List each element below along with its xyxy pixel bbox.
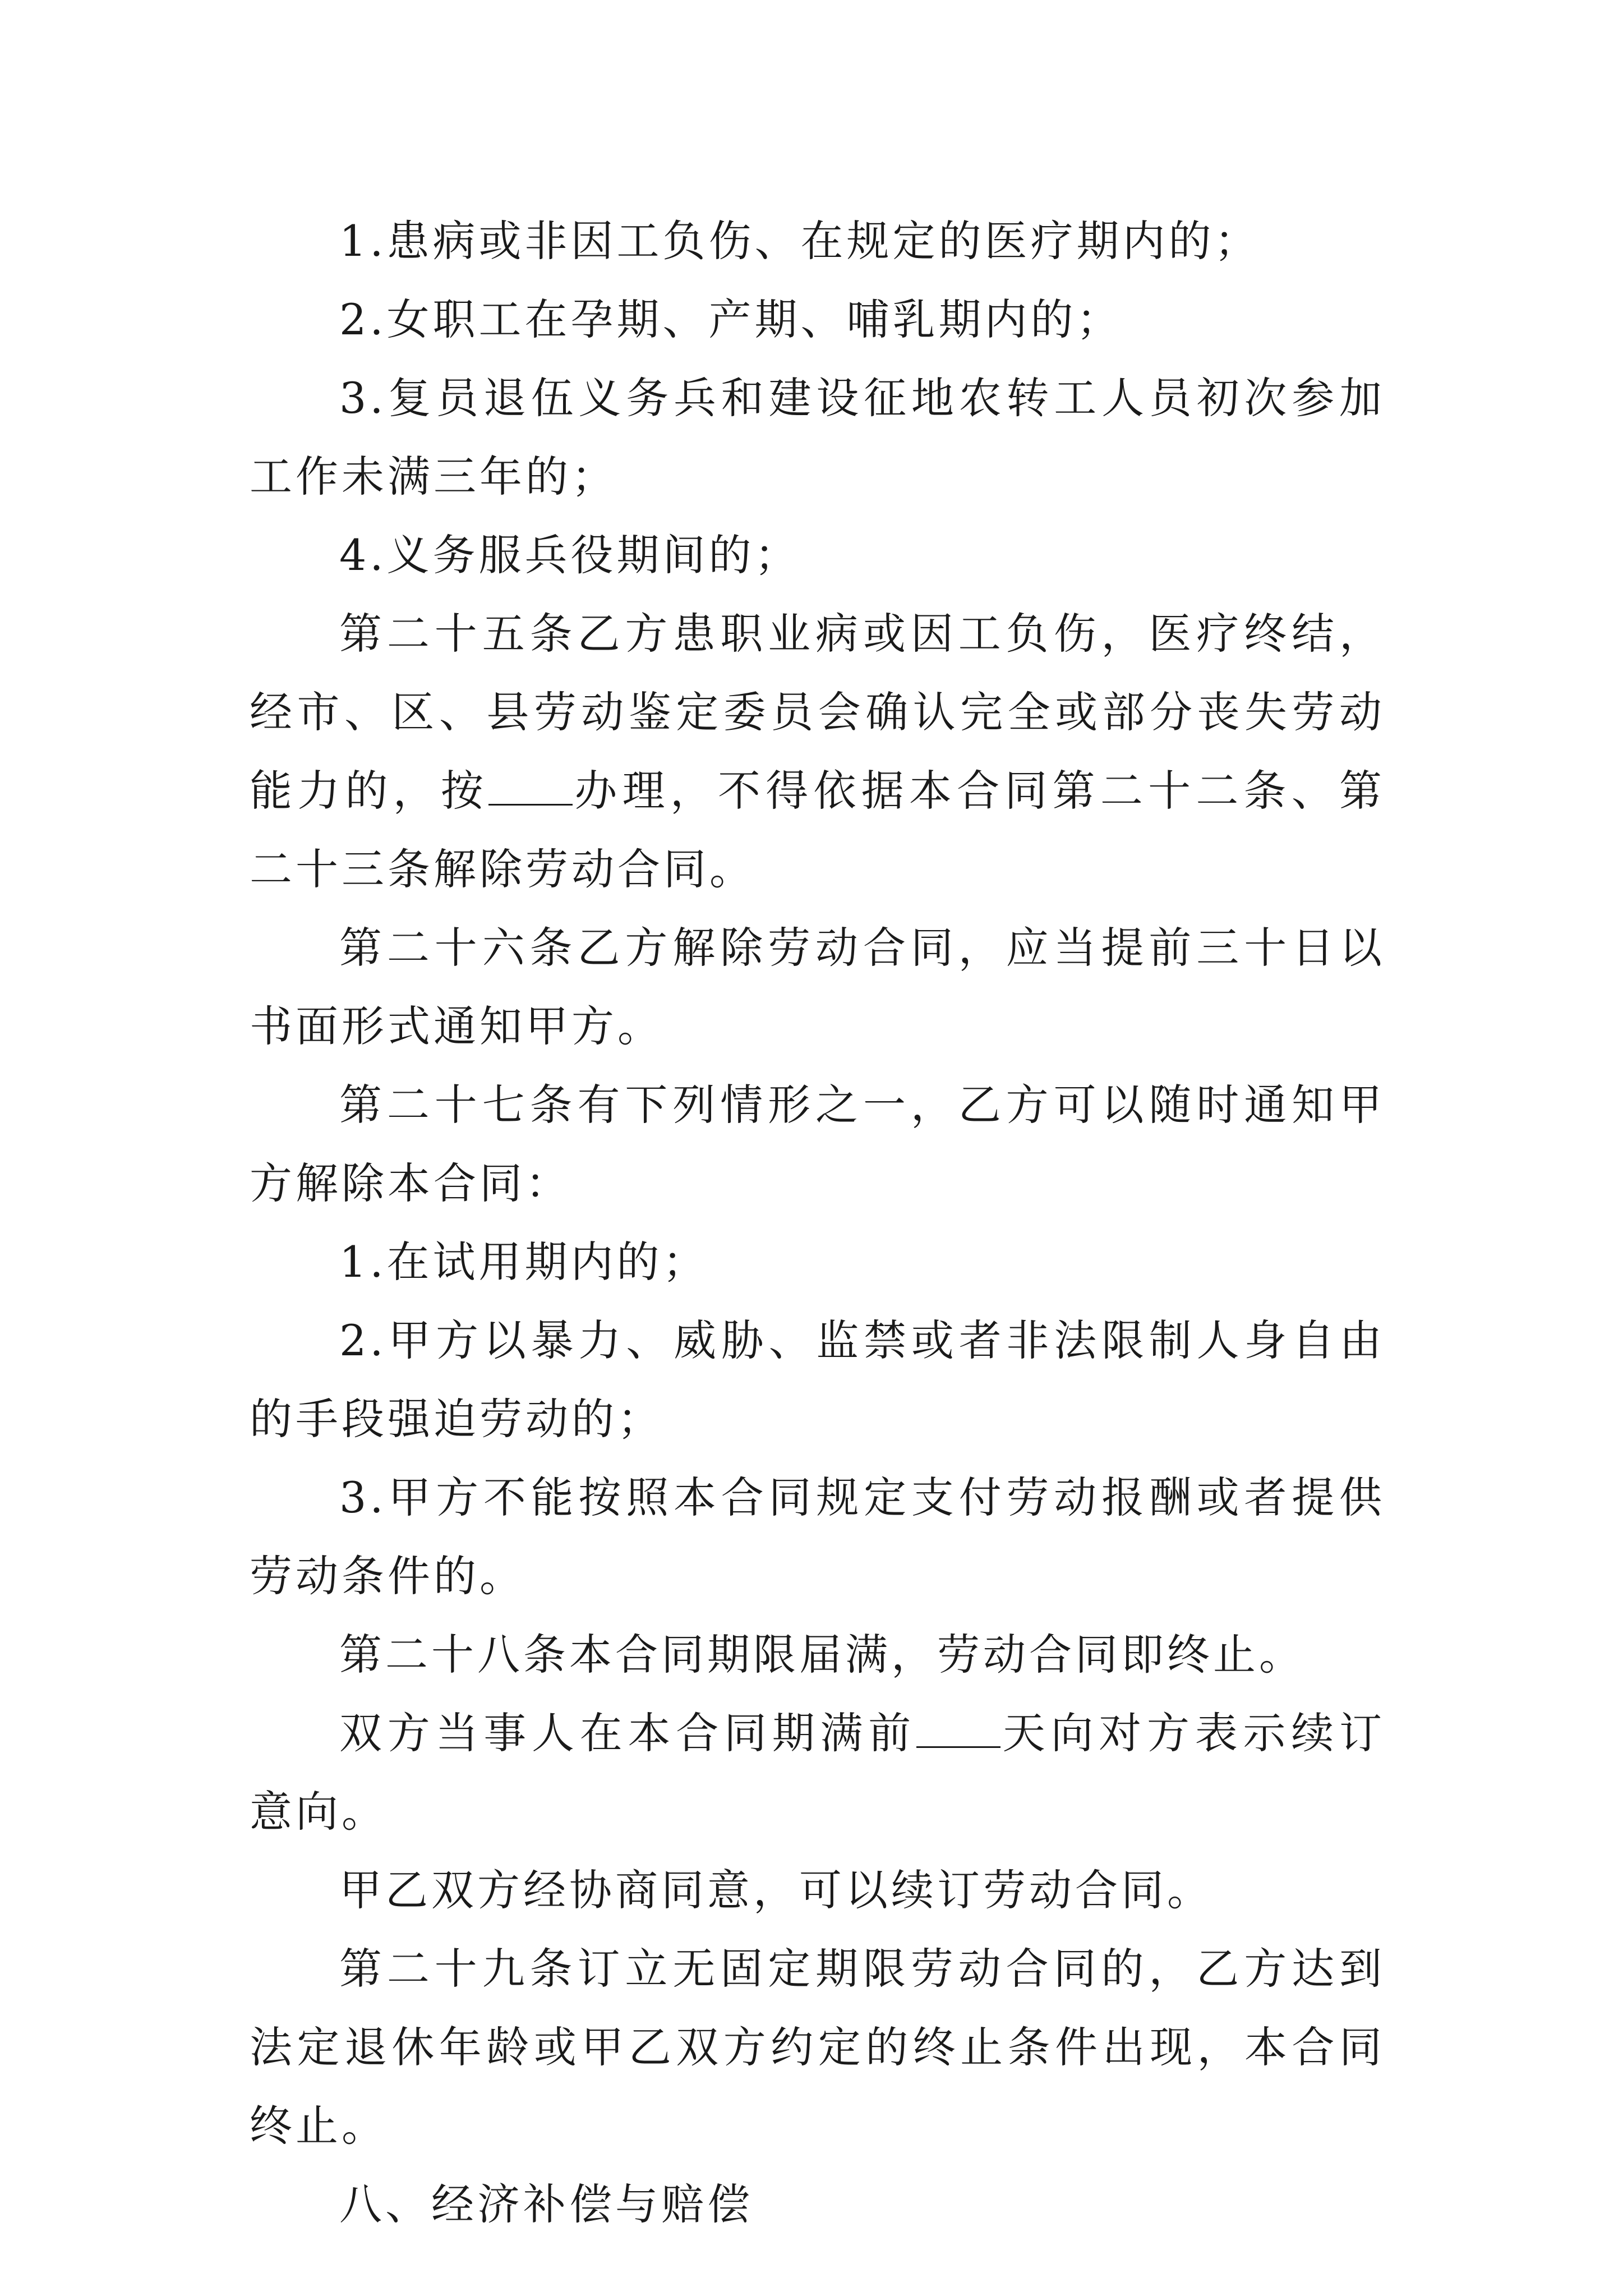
document-body [250, 202, 1385, 2244]
paragraph-renewal-agreement: 甲乙双方经协商同意，可以续订劳动合同。 [339, 1865, 1213, 1915]
paragraph-item-1: 1.患病或非因工负伤、在规定的医疗期内的； [339, 216, 1261, 266]
paragraph-item-1b: 1.在试用期内的； [339, 1237, 709, 1287]
renewal-text-after: 天向对方表示续订意向。 [250, 1708, 1385, 1837]
fill-in-blank [916, 1707, 1000, 1748]
article-25-text-before: 第二十五条乙方患职业病或因工负伤，医疗终结，经市、区、县劳动鉴定委员会确认完全或部分丧失劳动能力的，按 [250, 609, 1385, 816]
paragraph-item-3: 3.复员退伍义务兵和建设征地农转工人员初次参加工作未满三年的； [250, 373, 1385, 501]
paragraph-article-25 [250, 595, 1385, 909]
article-25-text-after: 办理，不得依据本合同第二十二条、第二十三条解除劳动合同。 [250, 766, 1386, 894]
paragraph-renewal-notice [250, 1694, 1385, 1851]
section-heading: 八、经济补偿与赔偿 [339, 2179, 753, 2229]
paragraph-article-29: 第二十九条订立无固定期限劳动合同的，乙方达到法定退休年龄或甲乙双方约定的终止条件出现，本合同终止。 [250, 1944, 1385, 2151]
fill-in-blank [488, 765, 573, 806]
renewal-text-before: 双方当事人在本合同期满前 [339, 1708, 916, 1758]
paragraph-item-3b: 3.甲方不能按照本合同规定支付劳动报酬或者提供劳动条件的。 [250, 1473, 1385, 1601]
paragraph-item-4: 4.义务服兵役期间的； [339, 530, 801, 580]
paragraph-item-2: 2.女职工在孕期、产期、哺乳期内的； [339, 295, 1123, 344]
paragraph-article-26: 第二十六条乙方解除劳动合同，应当提前三十日以书面形式通知甲方。 [250, 923, 1385, 1051]
paragraph-article-28: 第二十八条本合同期限届满，劳动合同即终止。 [339, 1630, 1305, 1680]
paragraph-item-2b: 2.甲方以暴力、威胁、监禁或者非法限制人身自由的手段强迫劳动的； [250, 1315, 1385, 1444]
paragraph-article-27: 第二十七条有下列情形之一，乙方可以随时通知甲方解除本合同： [250, 1080, 1385, 1208]
